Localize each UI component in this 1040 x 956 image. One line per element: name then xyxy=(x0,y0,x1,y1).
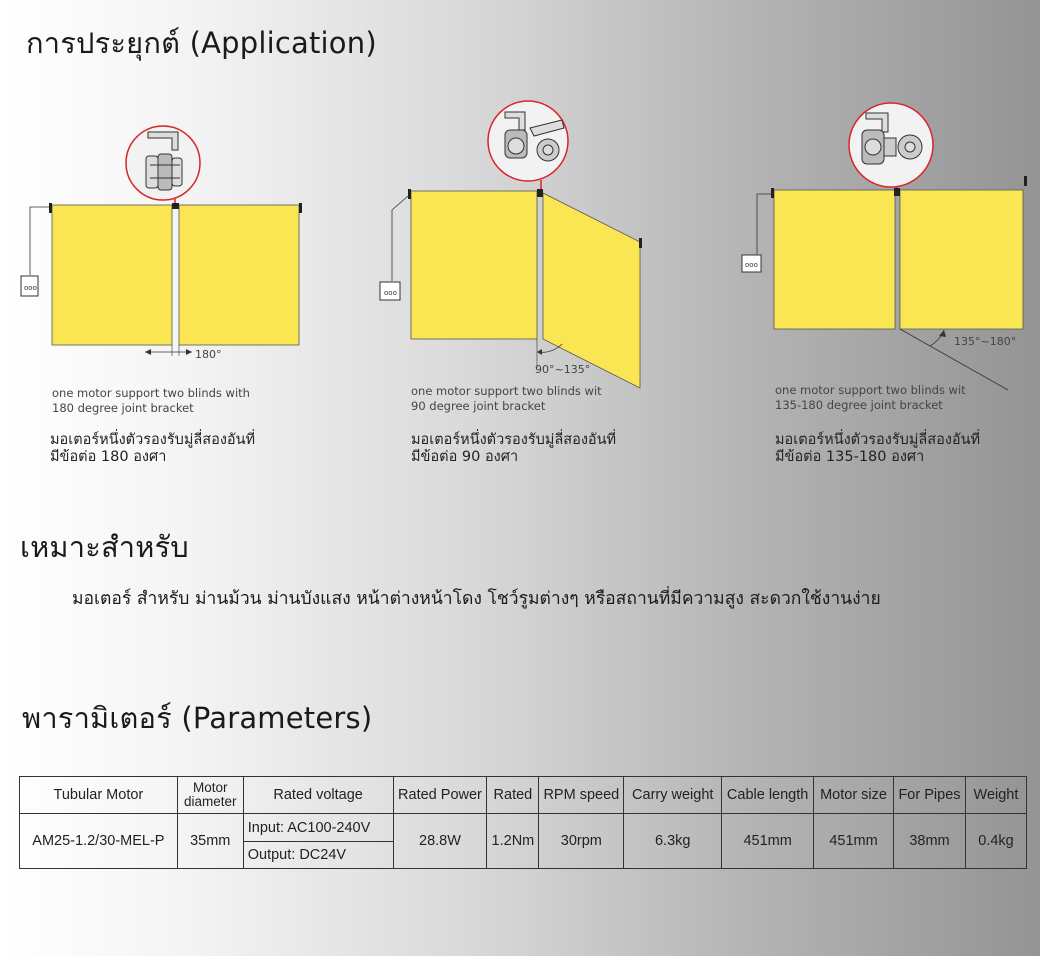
weight-cell: 0.4kg xyxy=(965,814,1026,869)
voltage-cell xyxy=(243,814,393,869)
table-row xyxy=(20,814,1027,869)
suitable-title: เหมาะสำหรับ xyxy=(20,530,189,564)
voltage-input: Input: AC100-240V xyxy=(244,815,393,842)
table-header-row xyxy=(20,777,1027,814)
blind-right xyxy=(900,190,1023,329)
motor-detail-circle xyxy=(488,101,568,181)
header-cell: Cable length xyxy=(722,777,814,814)
power-cell: 28.8W xyxy=(393,814,487,869)
diameter-cell: 35mm xyxy=(177,814,243,869)
header-cell: Carry weight xyxy=(624,777,722,814)
diagram-180 xyxy=(21,126,302,361)
caption-th-180: มอเตอร์หนึ่งตัวรองรับมู่ลี่สองอันที่ มีข้อต่อ 180 องศา xyxy=(50,432,256,465)
pipes-cell: 38mm xyxy=(894,814,966,869)
angle-label: 135°~180° xyxy=(954,335,1017,348)
blind-left xyxy=(52,205,172,345)
header-cell: Tubular Motor xyxy=(20,777,178,814)
parameters-table xyxy=(19,776,1027,869)
caption-th-135: มอเตอร์หนึ่งตัวรองรับมู่ลี่สองอันที่ มีข้อต่อ 135-180 องศา xyxy=(775,432,981,465)
caption-en-90: one motor support two blinds wit 90 degree joint bracket xyxy=(411,384,602,413)
blind-left xyxy=(411,191,537,339)
caption-en-135: one motor support two blinds wit 135-180 degree joint bracket xyxy=(775,383,966,412)
angle-label: 180° xyxy=(195,348,222,361)
blind-right xyxy=(543,193,640,388)
diagram-135 xyxy=(742,103,1027,390)
rated-cell: 1.2Nm xyxy=(487,814,539,869)
svg-text:ooo: ooo xyxy=(24,284,37,292)
voltage-output: Output: DC24V xyxy=(247,846,347,863)
diagram-90 xyxy=(380,101,642,388)
suitable-text: มอเตอร์ สำหรับ ม่านม้วน ม่านบังแสง หน้าต่างหน้าโดง โชว์รูมต่างๆ หรือสถานที่มีความสูง สะดวกใช้งานง่าย xyxy=(72,589,881,609)
blind-right xyxy=(179,205,299,345)
header-cell: Motor size xyxy=(814,777,894,814)
model-cell: AM25-1.2/30-MEL-P xyxy=(20,814,178,869)
header-cell: Rated Power xyxy=(393,777,487,814)
carry-weight-cell: 6.3kg xyxy=(624,814,722,869)
table-bottom-rule xyxy=(19,868,1027,869)
application-title: การประยุกต์ (Application) xyxy=(26,26,377,60)
angle-label: 90°~135° xyxy=(535,363,591,376)
motor-size-cell: 451mm xyxy=(814,814,894,869)
parameters-title: พารามิเตอร์ (Parameters) xyxy=(22,701,373,735)
svg-text:ooo: ooo xyxy=(384,289,397,297)
rpm-cell: 30rpm xyxy=(539,814,624,869)
header-cell: Weight xyxy=(965,777,1026,814)
svg-text:ooo: ooo xyxy=(745,261,758,269)
header-cell: Motor diameter xyxy=(177,777,243,814)
blind-left xyxy=(774,190,895,329)
header-cell: Rated xyxy=(487,777,539,814)
caption-th-90: มอเตอร์หนึ่งตัวรองรับมู่ลี่สองอันที่ มีข้อต่อ 90 องศา xyxy=(411,432,617,465)
caption-en-180: one motor support two blinds with 180 degree joint bracket xyxy=(52,386,250,415)
application-diagrams xyxy=(0,90,1040,410)
cable-length-cell: 451mm xyxy=(722,814,814,869)
header-cell: RPM speed xyxy=(539,777,624,814)
header-cell: Rated voltage xyxy=(243,777,393,814)
header-cell: For Pipes xyxy=(894,777,966,814)
